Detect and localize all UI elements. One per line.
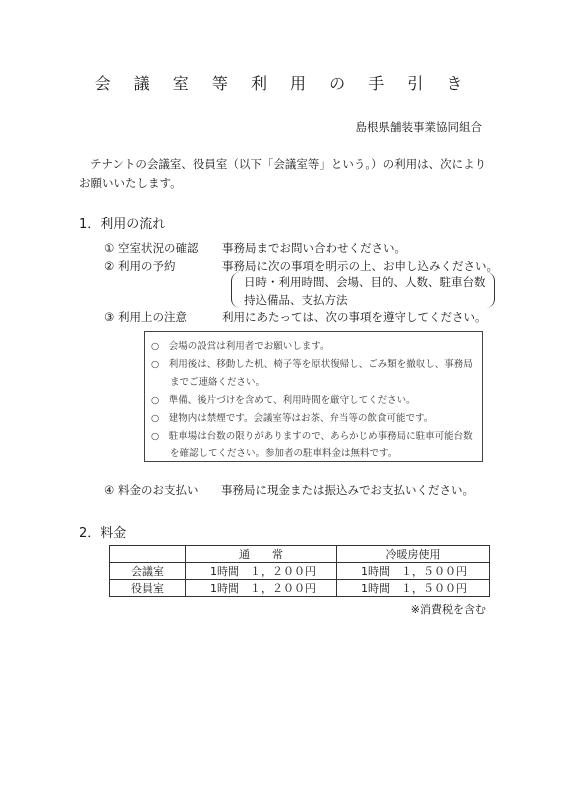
- table-header-cell: [110, 546, 186, 563]
- note-line: ○ 会場の設営は利用者でお願いします。: [151, 341, 330, 352]
- section-heading-usage-flow: 1．利用の流れ: [79, 217, 166, 232]
- intro-text-line-1: テナントの会議室、役員室（以下「会議室等」という。）の利用は、次により: [90, 157, 487, 171]
- note-line: ○ 利用後は、移動した机、椅子等を原状復帰し、ごみ類を撤収し、事務局: [151, 359, 473, 370]
- note-line: ○ 準備、後片づけを含めて、利用時間を厳守してください。: [151, 395, 416, 406]
- table-header-cell: 冷暖房使用: [337, 546, 490, 563]
- note-line: ○ 建物内は禁煙です。会議室等はお茶、弁当等の飲食可能です。: [151, 413, 434, 424]
- fee-cell: 1時間 １，２００円: [186, 563, 337, 580]
- table-row: [110, 563, 490, 580]
- table-header-row: [110, 546, 490, 563]
- reservation-items-line-1: 日時・利用時間、会場、目的、人数、駐車台数: [244, 275, 486, 289]
- room-name-cell: 役員室: [110, 580, 186, 597]
- section-heading-fees: 2．料金: [79, 526, 127, 541]
- organization-name: 島根県舗装事業協同組合: [355, 120, 482, 134]
- note-line: までご連絡ください。: [151, 377, 266, 388]
- fee-cell: 1時間 １，２００円: [186, 580, 337, 597]
- page-title: 会 議 室 等 利 用 の 手 引 き: [94, 74, 472, 93]
- step-text: 利用にあたっては、次の事項を遵守してください。: [222, 310, 487, 324]
- tax-note: ※消費税を含む: [410, 603, 486, 616]
- step-label: ③ 利用上の注意: [104, 310, 187, 324]
- fee-cell: 1時間 １，５００円: [337, 563, 490, 580]
- note-line: を確認してください。参加者の駐車料金は無料です。: [151, 448, 398, 459]
- note-line: ○ 駐車場は台数の限りがありますので、あらかじめ事務局に駐車可能台数: [151, 431, 473, 442]
- fee-cell: 1時間 １，５００円: [337, 580, 490, 597]
- step-label: ② 利用の予約: [104, 259, 176, 273]
- step-label: ① 空室状況の確認: [104, 241, 199, 255]
- intro-text-line-2: お願いいたします。: [79, 176, 182, 190]
- step-label: ④ 料金のお支払い: [104, 483, 199, 497]
- step-text: 事務局に次の事項を明示の上、お申し込みください。: [222, 259, 498, 273]
- step-text: 事務局までお問い合わせください。: [222, 241, 406, 255]
- table-row: [110, 580, 490, 597]
- room-name-cell: 会議室: [110, 563, 186, 580]
- fee-table: [109, 545, 490, 597]
- reservation-items-line-2: 持込備品、支払方法: [244, 293, 348, 307]
- usage-notes-box: [144, 331, 483, 462]
- step-text: 事務局に現金または振込みでお支払いください。: [221, 483, 474, 497]
- table-header-cell: 通 常: [186, 546, 337, 563]
